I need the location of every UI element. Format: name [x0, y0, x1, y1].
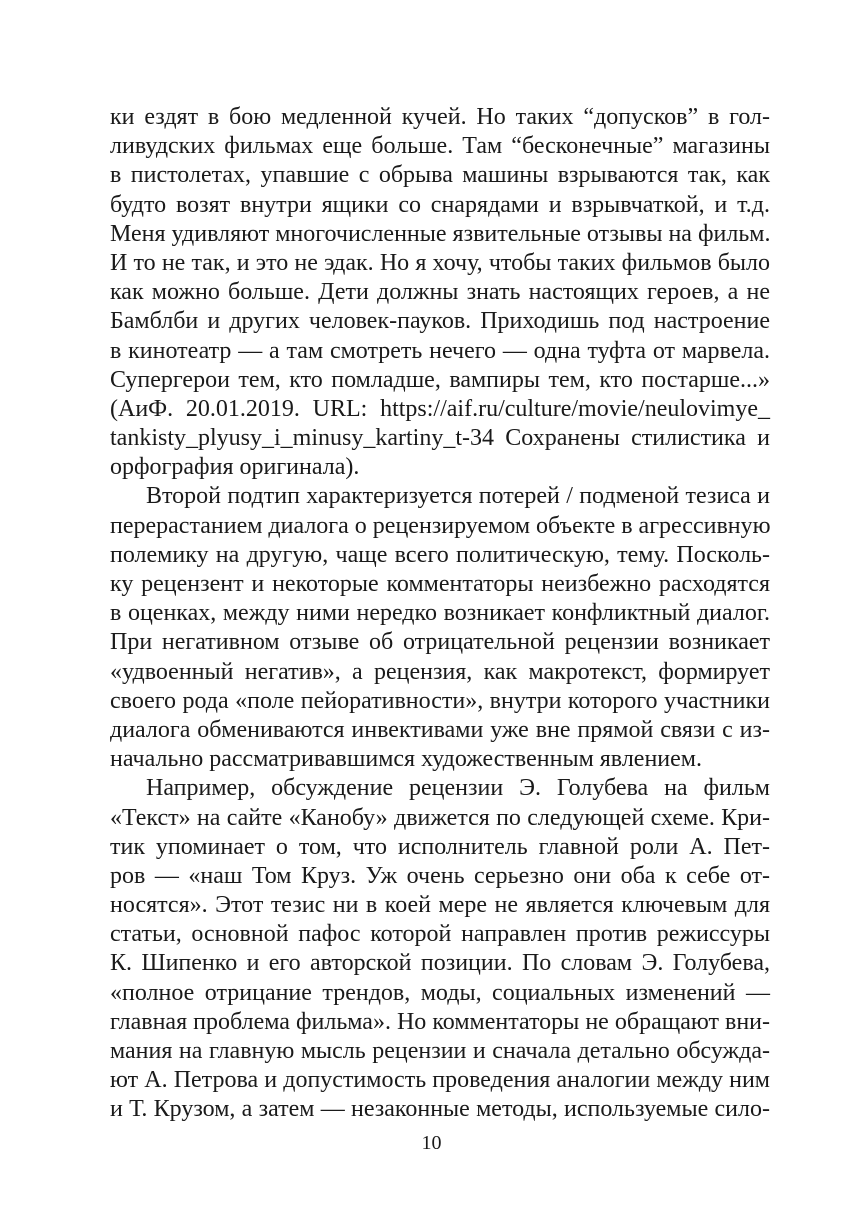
text-line: Например, обсуждение рецензии Э. Голубева на фильм	[146, 775, 770, 802]
text-line: статьи, основной пафос которой направлен против режиссуры	[110, 921, 770, 948]
text-line: «Текст» на сайте «Канобу» движется по следующей схеме. Кри-	[110, 804, 770, 831]
text-line: носятся». Этот тезис ни в коей мере не является ключевым для	[110, 892, 770, 919]
text-line: «полное отрицание трендов, моды, социальных изменений —	[110, 979, 770, 1006]
paragraph	[110, 103, 770, 482]
text-line: начально рассматривавшимся художественным явлением.	[110, 746, 702, 773]
text-line: тик упоминает о том, что исполнитель главной роли А. Пет-	[110, 833, 770, 860]
text-line: диалога обмениваются инвективами уже вне прямой связи с из-	[110, 716, 770, 743]
text-line: ливудских фильмах еще больше. Там “бесконечные” магазины	[110, 133, 770, 160]
page-number: 10	[421, 1132, 442, 1154]
text-line: ки ездят в бою медленной кучей. Но таких “допусков” в гол-	[110, 104, 770, 130]
text-line: в оценках, между ними нередко возникает конфликтный диалог.	[110, 600, 770, 627]
text-line: ют А. Петрова и допустимость проведения аналогии между ним	[110, 1067, 770, 1094]
text-line: будто возят внутри ящики со снарядами и взрывчаткой, и т.д.	[110, 191, 770, 218]
text-line: полемику на другую, чаще всего политическую, тему. Посколь-	[110, 541, 770, 568]
text-line: При негативном отзыве об отрицательной рецензии возникает	[110, 629, 770, 656]
text-line: Бамблби и других человек-пауков. Приходишь под настроение	[110, 308, 770, 335]
text-line: (АиФ. 20.01.2019. URL: https://aif.ru/culture/movie/neulovimye_	[110, 395, 770, 422]
text-line: как можно больше. Дети должны знать настоящих героев, а не	[110, 279, 770, 306]
paragraph	[110, 482, 770, 774]
text-line: К. Шипенко и его авторской позиции. По словам Э. Голубева,	[110, 950, 770, 977]
text-line: главная проблема фильма». Но комментаторы не обращают вни-	[110, 1008, 770, 1035]
text-line: ку рецензент и некоторые комментаторы неизбежно расходятся	[110, 571, 770, 597]
paragraph	[110, 774, 770, 1124]
text-line: ров — «наш Том Круз. Уж очень серьезно они оба к себе от-	[110, 862, 770, 889]
text-line: мания на главную мысль рецензии и сначала детально обсужда-	[110, 1038, 770, 1064]
text-line: в кинотеатр — а там смотреть нечего — одна туфта от марвела.	[110, 337, 770, 364]
text-line: Меня удивляют многочисленные язвительные отзывы на фильм.	[110, 220, 771, 247]
text-line: И то не так, и это не эдак. Но я хочу, чтобы таких фильмов было	[110, 249, 770, 276]
text-line: орфография оригинала).	[110, 454, 360, 481]
text-line: tankisty_plyusy_i_minusy_kartiny_t-34 Сохранены стилистика и	[110, 425, 770, 452]
text-line: и Т. Крузом, а затем — незаконные методы, используемые сило-	[110, 1096, 770, 1123]
text-line: Второй подтип характеризуется потерей / подменой тезиса и	[146, 483, 770, 510]
text-line: «удвоенный негатив», а рецензия, как макротекст, формирует	[110, 658, 770, 685]
text-line: своего рода «поле пейоративности», внутри которого участники	[110, 687, 770, 714]
text-line: Супергерои тем, кто помладше, вампиры тем, кто постарше...»	[110, 366, 770, 393]
text-line: перерастанием диалога о рецензируемом объекте в агрессивную	[110, 512, 771, 539]
text-line: в пистолетах, упавшие с обрыва машины взрываются так, как	[110, 162, 770, 189]
body-text	[110, 103, 770, 1125]
